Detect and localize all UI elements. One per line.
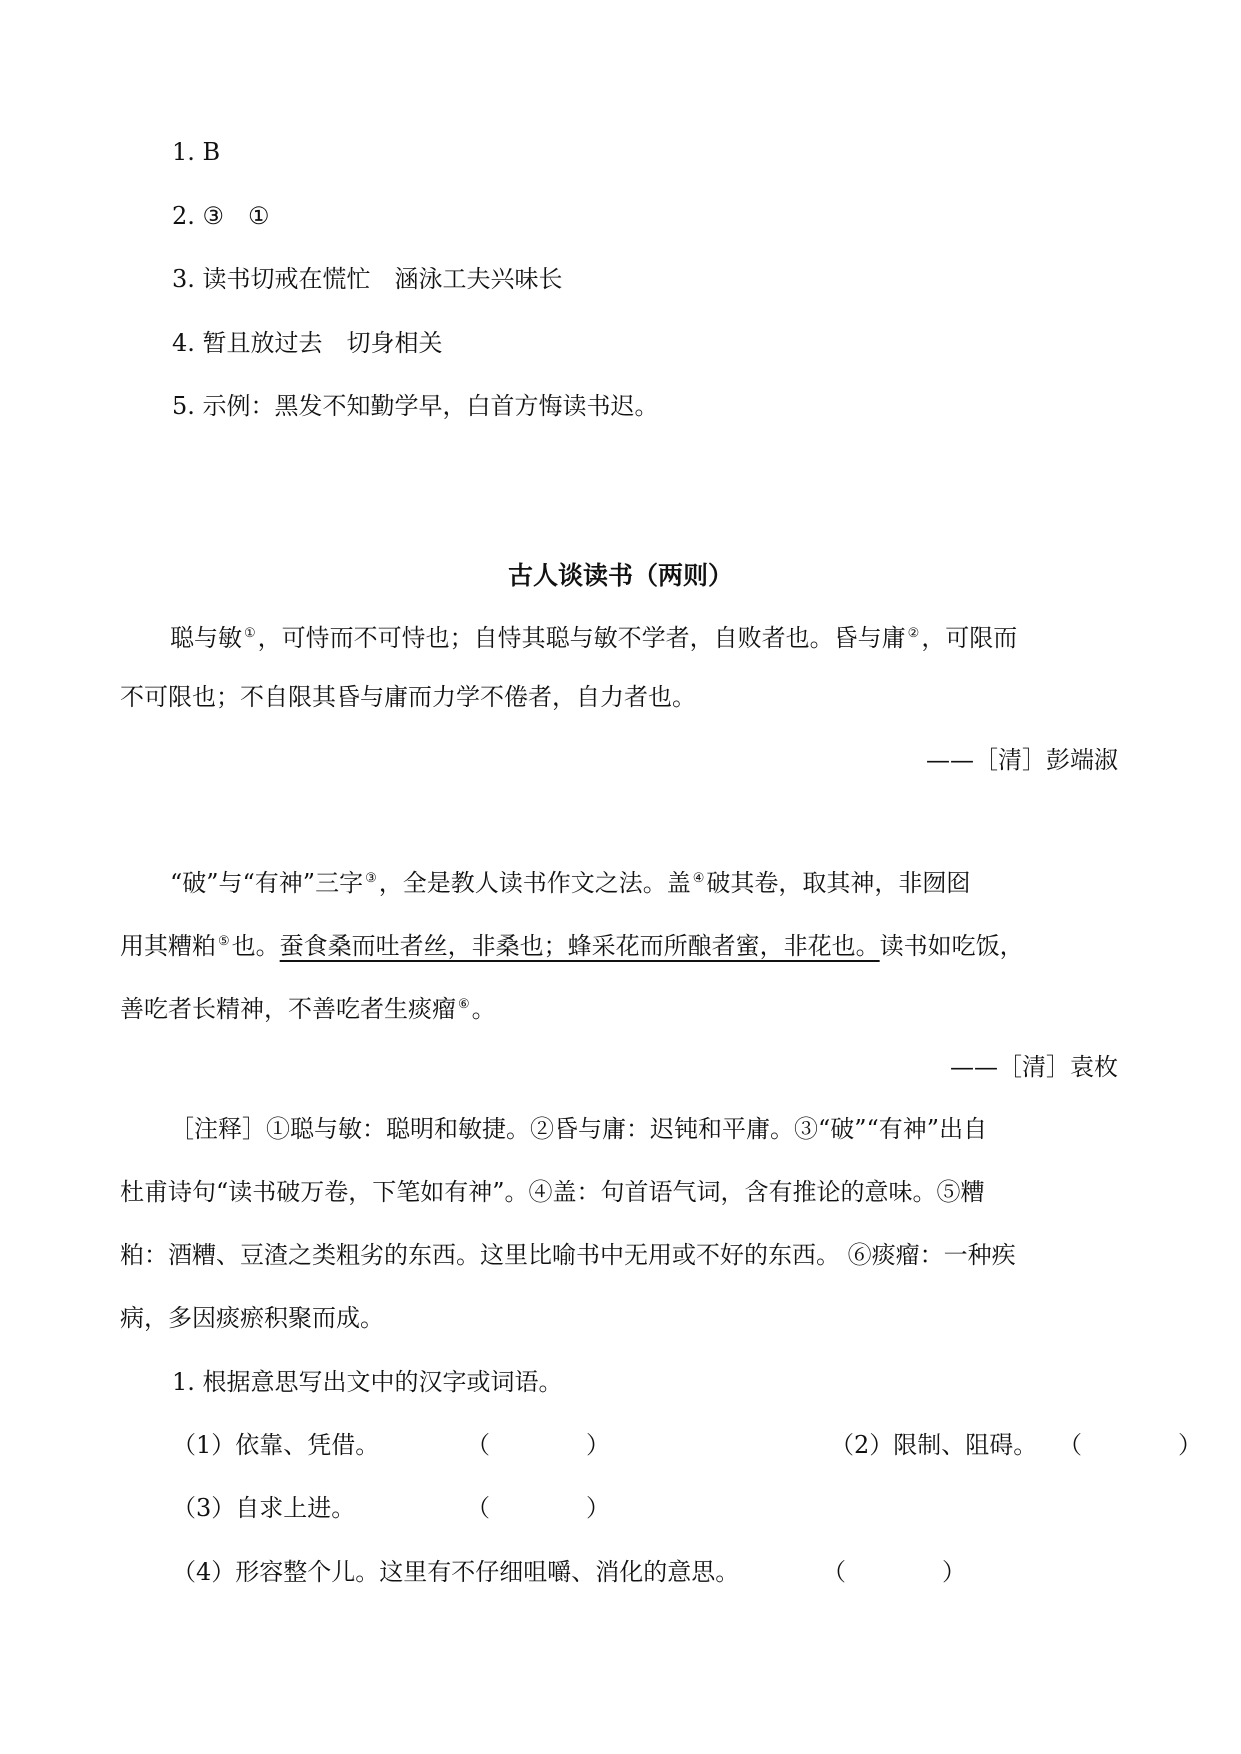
passage-2-text-h: 。 — [471, 995, 496, 1023]
question-1-item-3-blank[interactable]: （ ） — [466, 1494, 610, 1522]
footnote-marker-2: ② — [907, 626, 920, 641]
passage-title: 古人谈读书（两则） — [507, 561, 733, 590]
passage-2-text-d: 用其糟粕 — [120, 932, 216, 960]
footnote-marker-4: ④ — [692, 871, 705, 886]
passage-2-attribution: ——［清］袁枚 — [950, 1053, 1118, 1081]
answer-2: 2. ③ ① — [172, 202, 270, 230]
passage-1-line-1 — [170, 618, 1017, 654]
passage-1 — [120, 618, 1120, 711]
passage-2-line-3 — [120, 989, 496, 1025]
answer-4: 4. 暂且放过去 切身相关 — [172, 329, 443, 357]
answer-1: 1. B — [172, 138, 221, 166]
passage-1-text-a: 聪与敏 — [170, 624, 242, 652]
footnote-marker-6: ⑥ — [458, 997, 470, 1012]
answer-5: 5. 示例：黑发不知勤学早，白首方悔读书迟。 — [172, 392, 659, 420]
passage-1-text-c: ，可限而 — [921, 624, 1018, 652]
question-1-item-4-label: （4）形容整个儿。这里有不仔细咀嚼、消化的意思。 — [172, 1558, 740, 1586]
passage-2-text-b: ，全是教人读书作文之法。盖 — [378, 869, 691, 897]
passage-2-text-a: “破”与“有神”三字 — [170, 869, 364, 897]
passage-2-line-1 — [170, 863, 970, 899]
passage-2-text-f: 读书如吃饭， — [879, 932, 1024, 960]
underlined-sentence: 蚕食桑而吐者丝，非桑也；蜂采花而所酿者蜜，非花也。 — [279, 932, 880, 960]
question-1-item-1-label: （1）依靠、凭借。 — [172, 1431, 380, 1459]
question-1-item-3-label: （3）自求上进。 — [172, 1494, 356, 1522]
notes — [120, 1113, 1120, 1333]
question-1-item-2-label: （2）限制、阻碍。 — [830, 1431, 1038, 1459]
footnote-marker-1: ① — [244, 626, 256, 641]
question-1-item-1-blank[interactable]: （ ） — [466, 1431, 610, 1459]
notes-line-3: 粕：酒糟、豆渣之类粗劣的东西。这里比喻书中无用或不好的东西。 ⑥痰瘤：一种疾 — [120, 1241, 1016, 1269]
footnote-marker-5: ⑤ — [218, 934, 230, 949]
passage-2-text-c: 破其卷，取其神，非囫囵 — [706, 869, 971, 897]
passage-2-line-2 — [120, 926, 1024, 962]
passage-1-text-b: ，可恃而不可恃也；自恃其聪与敏不学者，自败者也。昏与庸 — [257, 624, 906, 652]
footnote-marker-3: ③ — [365, 871, 377, 886]
notes-line-2: 杜甫诗句“读书破万卷，下笔如有神”。④盖：句首语气词，含有推论的意味。⑤糟 — [120, 1178, 985, 1206]
answer-3: 3. 读书切戒在慌忙 涵泳工夫兴味长 — [172, 265, 563, 293]
question-1-item-4-blank[interactable]: （ ） — [822, 1558, 966, 1586]
passage-1-line-2: 不可限也；不自限其昏与庸而力学不倦者，自力者也。 — [120, 683, 696, 711]
question-1-stem: 1. 根据意思写出文中的汉字或词语。 — [172, 1368, 563, 1396]
passage-2-text-e: 也。 — [231, 932, 280, 960]
notes-line-1: ［注释］①聪与敏：聪明和敏捷。②昏与庸：迟钝和平庸。③“破”“有神”出自 — [170, 1115, 988, 1143]
passage-2 — [120, 863, 1120, 1023]
passage-1-attribution: ——［清］彭端淑 — [926, 746, 1118, 774]
passage-2-text-g: 善吃者长精神，不善吃者生痰瘤 — [120, 995, 456, 1023]
question-1-item-2-blank[interactable]: （ ） — [1058, 1431, 1202, 1459]
notes-line-4: 病，多因痰瘀积聚而成。 — [120, 1304, 384, 1332]
